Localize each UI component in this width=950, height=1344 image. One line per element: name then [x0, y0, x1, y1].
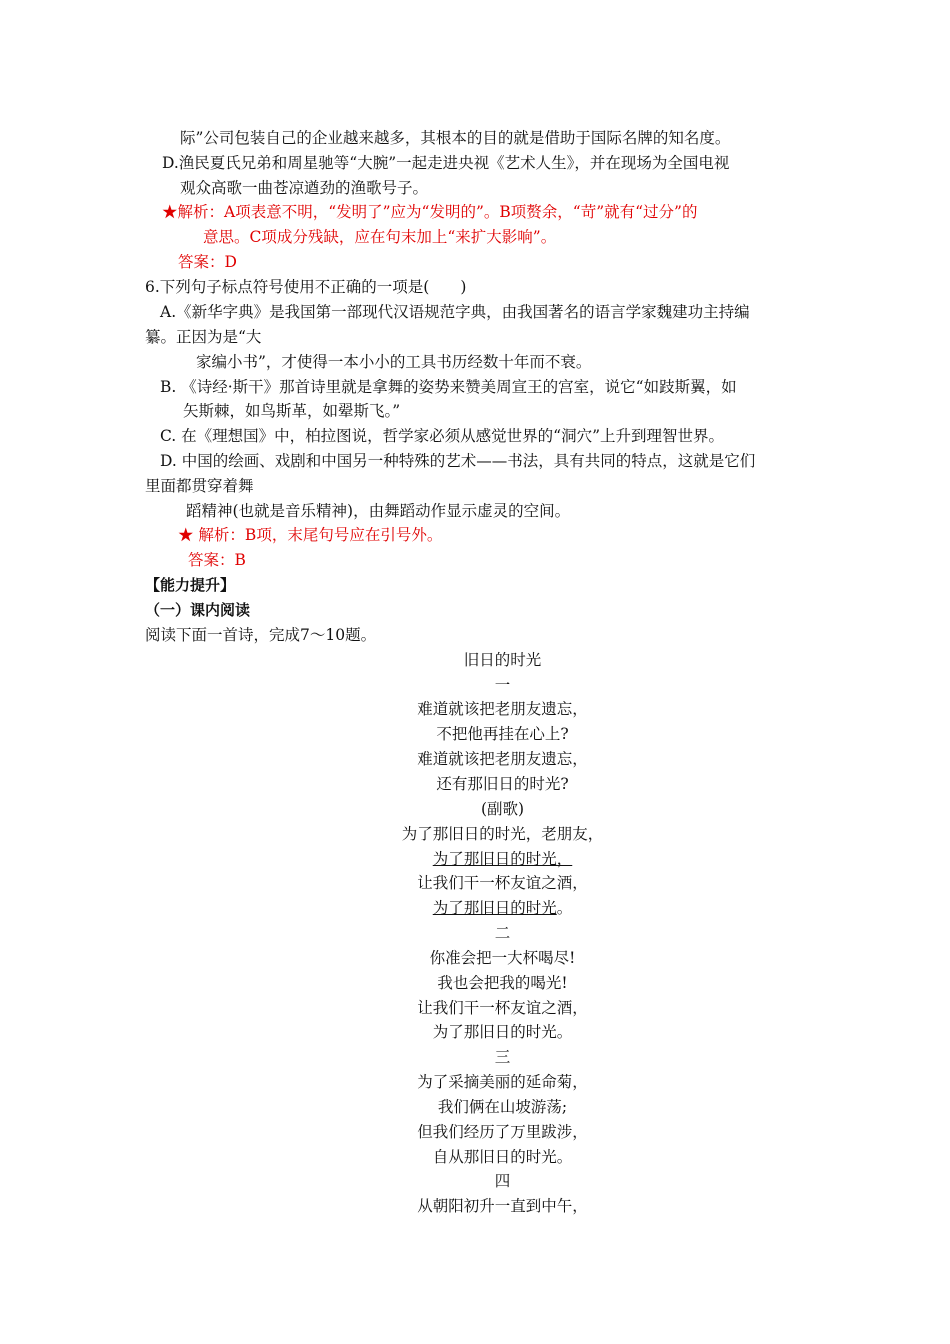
section-heading: 【能力提升】	[145, 576, 236, 594]
poem-line: 还有那旧日的时光?	[436, 775, 569, 793]
poem-title: 旧日的时光	[463, 651, 542, 669]
poem-line: 为了那旧日的时光。	[432, 1023, 573, 1041]
option-d: D.渔民夏氏兄弟和周星驰等“大腕”一起走进央视《艺术人生》，并在现场为全国电视	[162, 154, 730, 172]
poem-line-underlined	[145, 897, 860, 919]
poem-line: 我也会把我的喝光!	[437, 974, 568, 992]
question-6-option-c: C. 在《理想国》中，柏拉图说，哲学家必须从感觉世界的“洞穴”上升到理智世界。	[160, 427, 725, 445]
option-d-continuation: 观众高歌一曲苍凉遒劲的渔歌号子。	[180, 179, 429, 197]
question-6-option-d: D. 中国的绘画、戏剧和中国另一种特殊的艺术——书法，具有共同的特点，这就是它们	[160, 452, 756, 470]
underlined-text: 为了那旧日的时光	[432, 899, 557, 917]
underlined-text: 为了那旧日的时光，	[432, 850, 573, 868]
poem-stanza-number: 三	[494, 1048, 511, 1066]
answer-6: 答案：B	[188, 551, 246, 569]
poem-stanza-number: 二	[494, 924, 511, 942]
poem-line: 难道就该把老朋友遗忘，	[417, 750, 588, 768]
question-6-option-a-line2: 纂。正因为是“大	[145, 328, 262, 346]
subsection-heading: （一）课内阅读	[145, 601, 251, 619]
poem-line: 难道就该把老朋友遗忘，	[417, 700, 588, 718]
question-6-option-a-line3: 家编小书”，才使得一本小小的工具书历经数十年而不衰。	[196, 353, 592, 371]
poem-stanza-number: 一	[494, 676, 511, 694]
poem-line: 自从那旧日的时光。	[432, 1148, 573, 1166]
poem-line: 为了那旧日的时光，老朋友，	[401, 825, 604, 843]
poem-line: 你准会把一大杯喝尽!	[429, 949, 576, 967]
poem-line-underlined	[145, 848, 860, 870]
question-6-option-b: B. 《诗经·斯干》那首诗里就是拿舞的姿势来赞美周宣王的宫室，说它“如跂斯翼，如	[160, 378, 737, 396]
option-c-continuation: 际”公司包装自己的企业越来越多，其根本的目的就是借助于国际名牌的知名度。	[180, 129, 731, 147]
poem-stanza-number: 四	[494, 1172, 511, 1190]
question-6-option-d-line2: 里面都贯穿着舞	[145, 477, 254, 495]
period: 。	[556, 899, 573, 917]
poem-line: 让我们干一杯友谊之酒，	[417, 999, 588, 1017]
question-6-option-a: A.《新华字典》是我国第一部现代汉语规范字典，由我国著名的语言学家魏建功主持编	[160, 303, 750, 321]
analysis-6: ★ 解析：B项，末尾句号应在引号外。	[178, 526, 443, 544]
poem-line: 让我们干一杯友谊之酒，	[417, 874, 588, 892]
poem-line: 但我们经历了万里跋涉，	[417, 1123, 588, 1141]
reading-instruction: 阅读下面一首诗，完成7～10题。	[145, 626, 377, 644]
question-6-option-d-line3: 蹈精神(也就是音乐精神)，由舞蹈动作显示虚灵的空间。	[186, 502, 571, 520]
question-6-option-b-line2: 矢斯棘，如鸟斯革，如翚斯飞。”	[183, 402, 401, 420]
poem-line: 不把他再挂在心上?	[436, 725, 569, 743]
poem-line: 为了采摘美丽的延命菊，	[417, 1073, 588, 1091]
analysis-5: ★解析：A项表意不明，“发明了”应为“发明的”。B项赘余，“苛”就有“过分”的	[162, 203, 698, 221]
question-6: 6.下列句子标点符号使用不正确的一项是( )	[145, 278, 467, 296]
poem-line: 从朝阳初升一直到中午，	[417, 1197, 588, 1215]
poem-refrain-label: (副歌)	[480, 800, 525, 818]
analysis-5-continuation: 意思。C项成分残缺，应在句末加上“来扩大影响”。	[203, 228, 557, 246]
answer-5: 答案：D	[178, 253, 237, 271]
poem-line: 我们俩在山坡游荡;	[437, 1098, 568, 1116]
